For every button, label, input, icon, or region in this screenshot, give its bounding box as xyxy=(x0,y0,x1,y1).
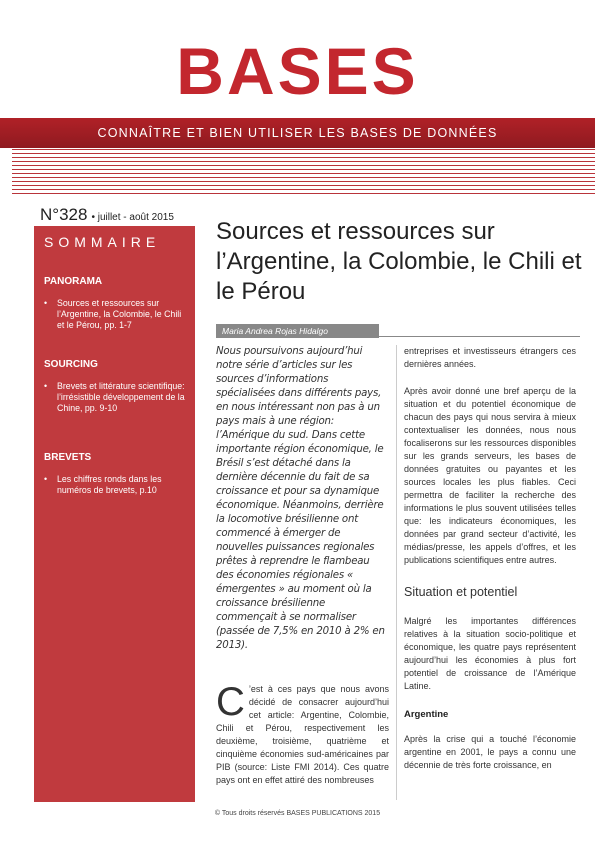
tagline-banner xyxy=(0,118,595,148)
author-bar xyxy=(216,324,379,338)
masthead-logo: BASES xyxy=(176,34,419,108)
sidebar-item-label: Les chiffres ronds dans les numéros de brevets, p.10 xyxy=(57,474,162,495)
bullet-icon: • xyxy=(44,298,48,308)
subsection-heading: Argentine xyxy=(404,709,449,720)
issue-number: N°328 xyxy=(40,205,88,224)
paragraph: Après avoir donné une bref aperçu de la situation et du potentiel économique de chacun des pays qui nous servira à mieux contextualiser les données, nous nous focaliserons sur les ressources disponibles sur les grands serveurs, les bases de données gratuites ou payantes et les sources locales les plus fiables. Ceci permettra de faciliter la recherche des informations le plus souvent utilisées telles que: les indicateurs économiques, les données par grand secteur d’activité, les médias/presse, les appels d’offres, et les publications scientifiques entre autres. xyxy=(404,386,576,565)
decorative-stripes xyxy=(12,149,595,197)
section-heading: Situation et potentiel xyxy=(404,585,518,599)
sidebar-heading-sourcing: SOURCING xyxy=(44,359,98,370)
paragraph: entreprises et investisseurs étrangers ces dernières années. xyxy=(404,346,576,369)
paragraph: Après la crise qui a touché l’économie argentine en 2001, le pays a connu une décennie de très forte croissance, en xyxy=(404,734,576,770)
paragraph: Malgré les importantes différences relatives à la situation socio-politique et économique, les quatre pays représentent aujourd’hui les économies à plus fort potentiel de croissance de l’Amérique Latine. xyxy=(404,616,576,691)
body-left-text: ’est à ces pays que nous avons décidé de consacrer aujourd’hui cet article: Argentine, Colombie, Chili et Pérou, respectivement les deuxième, troisième, quatrième et cinquième économies sud-américaines par PIB (source: Liste FMI 2014). Ces quatre pays ont en effet attiré des nombreuses xyxy=(216,684,389,785)
sidebar-heading-panorama: PANORAMA xyxy=(44,276,103,287)
bullet-icon: • xyxy=(44,474,48,484)
drop-cap: C xyxy=(216,680,245,724)
tagline-text: CONNAÎTRE ET BIEN UTILISER LES BASES DE DONNÉES xyxy=(97,126,498,140)
issue-info xyxy=(40,205,174,225)
sidebar-heading-brevets: BREVETS xyxy=(44,452,92,463)
copyright-footer: © Tous droits réservés BASES PUBLICATIONS 2015 xyxy=(214,810,381,817)
issue-date: • juillet - août 2015 xyxy=(91,212,174,223)
article-title: Sources et ressources sur l’Argentine, la Colombie, le Chili et le Pérou xyxy=(216,218,582,305)
article-body-left xyxy=(216,680,389,787)
sommaire-title: SOMMAIRE xyxy=(44,234,161,250)
sidebar-item-sourcing[interactable] xyxy=(44,381,190,414)
article-column-right xyxy=(404,345,576,772)
divider xyxy=(379,336,580,337)
column-divider xyxy=(396,345,397,800)
sommaire-sidebar xyxy=(34,226,195,802)
article-author: Maria Andrea Rojas Hidalgo xyxy=(222,326,328,336)
sidebar-item-brevets[interactable] xyxy=(44,474,190,496)
article-intro xyxy=(216,345,389,653)
sidebar-item-label: Brevets et littérature scientifique: l’irrésistible développement de la Chine, pp. 9-10 xyxy=(57,381,185,413)
intro-text: Nous poursuivons aujourd’hui notre série d’articles sur les sources d’informations spécialisées dans différents pays, en nous intéressant non pas à un pays mais à une région: l’Amérique du sud. Dans cette importante région économique, le Brésil s’est détaché dans la dernière décennie du fait de sa croissance et pour sa dynamique économique. Néanmoins, derrière la locomotive brésilienne ont commencé à émerger de nouvelles puissances regionales prêtes à reprendre le flambeau des économies régionales « émergentes » au moment où la croissance brésilienne commençait à se normaliser (passée de 7,5% en 2010 à 2% en 2013). xyxy=(216,346,385,651)
sidebar-item-panorama[interactable] xyxy=(44,298,190,331)
sidebar-item-label: Sources et ressources sur l’Argentine, la Colombie, le Chili et le Pérou, pp. 1-7 xyxy=(57,298,182,330)
bullet-icon: • xyxy=(44,381,48,391)
